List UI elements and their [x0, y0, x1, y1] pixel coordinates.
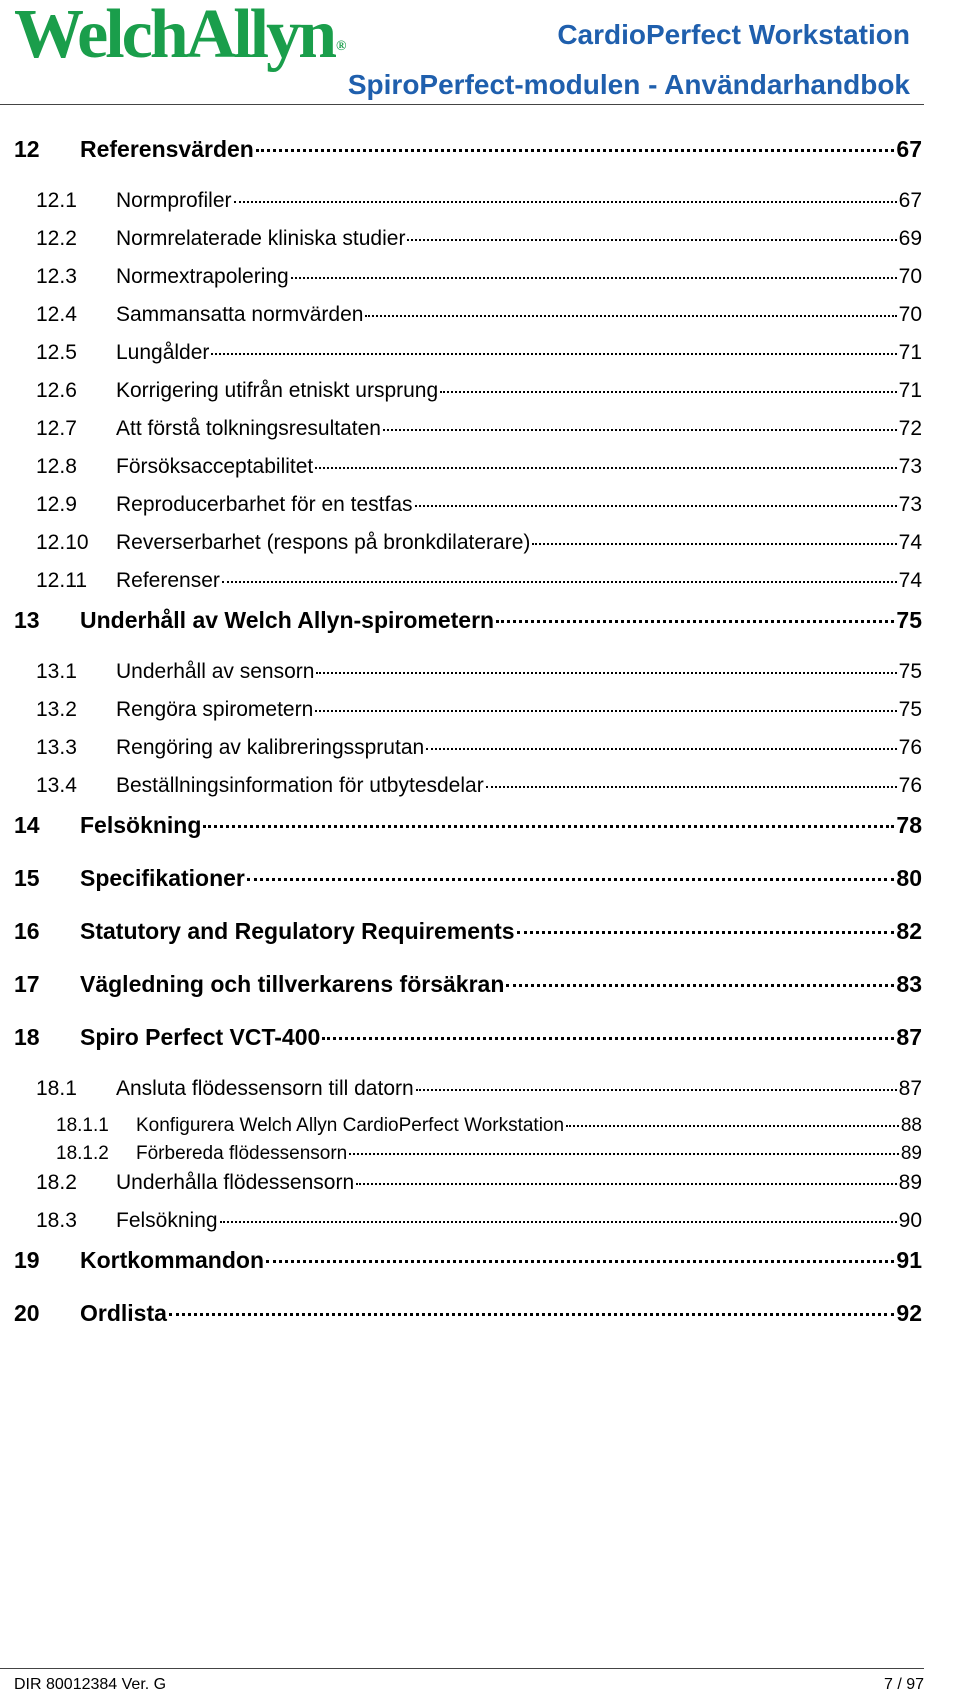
toc-entry-title: Normrelaterade kliniska studier [116, 227, 406, 250]
toc-entry[interactable] [14, 531, 922, 569]
toc-entry-title: Statutory and Regulatory Requirements [80, 918, 515, 944]
toc-entry-number: 20 [14, 1300, 40, 1326]
toc-entry-page: 89 [898, 1171, 922, 1194]
toc-entry[interactable] [14, 379, 922, 417]
toc-entry-number: 13.2 [36, 698, 77, 721]
toc-entry-number: 12.6 [36, 379, 77, 402]
toc-entry[interactable] [14, 607, 922, 660]
toc-entry-number: 18.1.2 [56, 1143, 109, 1164]
toc-entry[interactable] [14, 1247, 922, 1300]
toc-entry-title: Lungålder [116, 341, 210, 364]
toc-dot-leader [383, 429, 897, 431]
toc-entry-page: 73 [898, 493, 922, 516]
toc-entry-page: 71 [898, 379, 922, 402]
toc-entry-number: 12.7 [36, 417, 77, 440]
toc-entry-number: 12.9 [36, 493, 77, 516]
toc-entry[interactable] [14, 227, 922, 265]
toc-entry-page: 80 [896, 865, 922, 891]
toc-entry[interactable] [14, 1171, 922, 1209]
document-title: CardioPerfect Workstation [557, 19, 910, 50]
toc-entry-number: 13 [14, 607, 40, 633]
toc-entry-title: Referenser [116, 569, 220, 592]
toc-dot-leader [517, 931, 895, 934]
toc-entry[interactable] [14, 455, 922, 493]
toc-entry-page: 91 [896, 1247, 922, 1273]
toc-entry-page: 75 [896, 607, 922, 633]
toc-entry-number: 13.4 [36, 774, 77, 797]
toc-entry-page: 75 [898, 698, 922, 721]
toc-dot-leader [566, 1125, 899, 1127]
toc-entry-number: 18.3 [36, 1209, 77, 1232]
welch-allyn-logo: WelchAllyn ® [14, 0, 347, 73]
toc-entry[interactable] [14, 1077, 922, 1115]
toc-entry-page: 75 [898, 660, 922, 683]
toc-entry-page: 73 [898, 455, 922, 478]
toc-entry[interactable] [14, 1300, 922, 1353]
toc-entry-number: 12.10 [36, 531, 89, 554]
toc-entry-page: 71 [898, 341, 922, 364]
toc-dot-leader [532, 543, 896, 545]
toc-dot-leader [440, 391, 896, 393]
toc-entry-page: 87 [898, 1077, 922, 1100]
toc-entry-title: Underhåll av Welch Allyn-spirometern [80, 607, 495, 633]
toc-entry-number: 12.1 [36, 189, 77, 212]
toc-entry-title: Referensvärden [80, 136, 254, 162]
toc-entry-title: Sammansatta normvärden [116, 303, 364, 326]
toc-entry-page: 78 [896, 812, 922, 838]
toc-dot-leader [222, 581, 897, 583]
toc-entry-title: Konfigurera Welch Allyn CardioPerfect Workstation [136, 1115, 565, 1136]
toc-entry-number: 18.1 [36, 1077, 77, 1100]
toc-entry[interactable] [14, 918, 922, 971]
toc-entry-title: Att förstå tolkningsresultaten [116, 417, 381, 440]
document-subtitle: SpiroPerfect-modulen - Användarhandbok [347, 69, 910, 100]
toc-entry-title: Korrigering utifrån etniskt ursprung [116, 379, 439, 402]
toc-entry[interactable] [14, 417, 922, 455]
toc-entry[interactable] [14, 736, 922, 774]
toc-entry[interactable] [14, 1115, 922, 1143]
toc-entry-title: Normextrapolering [116, 265, 289, 288]
toc-dot-leader [247, 878, 895, 881]
toc-dot-leader [365, 315, 896, 317]
toc-entry-page: 74 [898, 531, 922, 554]
toc-entry-title: Beställningsinformation för utbytesdelar [116, 774, 484, 797]
toc-entry-number: 12.2 [36, 227, 77, 250]
toc-entry[interactable] [14, 569, 922, 607]
toc-dot-leader [315, 710, 896, 712]
footer-document-id: DIR 80012384 Ver. G [14, 1676, 167, 1693]
toc-entry-number: 16 [14, 918, 40, 944]
toc-entry[interactable] [14, 341, 922, 379]
toc-entry-title: Spiro Perfect VCT-400 [80, 1024, 321, 1050]
toc-entry[interactable] [14, 136, 922, 189]
toc-dot-leader [496, 620, 894, 623]
toc-entry[interactable] [14, 698, 922, 736]
toc-entry-page: 67 [898, 189, 922, 212]
toc-dot-leader [349, 1153, 899, 1155]
toc-entry[interactable] [14, 774, 922, 812]
toc-dot-leader [211, 353, 896, 355]
toc-entry-page: 83 [896, 971, 922, 997]
toc-dot-leader [220, 1221, 897, 1223]
toc-entry-number: 18 [14, 1024, 40, 1050]
toc-entry-page: 74 [898, 569, 922, 592]
toc-entry-page: 76 [898, 774, 922, 797]
toc-entry-title: Reproducerbarhet för en testfas [116, 493, 413, 516]
toc-entry-title: Rengöra spirometern [116, 698, 314, 721]
toc-entry-number: 12.8 [36, 455, 77, 478]
toc-dot-leader [256, 149, 895, 152]
toc-entry-page: 67 [896, 136, 922, 162]
toc-entry-page: 82 [896, 918, 922, 944]
toc-entry-number: 17 [14, 971, 40, 997]
toc-dot-leader [315, 467, 896, 469]
toc-entry-title: Underhåll av sensorn [116, 660, 315, 683]
toc-entry-title: Försöksacceptabilitet [116, 455, 314, 478]
toc-entry-page: 87 [896, 1024, 922, 1050]
toc-entry-number: 18.1.1 [56, 1115, 109, 1136]
footer-page-number: 7 / 97 [883, 1676, 924, 1693]
toc-entry-number: 12.5 [36, 341, 77, 364]
toc-entry[interactable] [14, 303, 922, 341]
toc-entry-page: 70 [898, 265, 922, 288]
footer-divider [0, 1668, 924, 1669]
toc-entry[interactable] [14, 1209, 922, 1247]
toc-entry-number: 12.3 [36, 265, 77, 288]
toc-entry-number: 14 [14, 812, 40, 838]
toc-entry-title: Reverserbarhet (respons på bronkdilaterare) [116, 531, 531, 554]
toc-entry-number: 19 [14, 1247, 40, 1273]
toc-dot-leader [291, 277, 897, 279]
header-divider [0, 104, 924, 105]
toc-entry[interactable] [14, 189, 922, 227]
toc-dot-leader [234, 201, 897, 203]
toc-entry[interactable] [14, 812, 922, 865]
toc-entry-number: 12.4 [36, 303, 77, 326]
toc-entry[interactable] [14, 1024, 922, 1077]
toc-entry[interactable] [14, 865, 922, 918]
toc-dot-leader [486, 786, 897, 788]
toc-entry-title: Specifikationer [80, 865, 245, 891]
toc-entry-title: Vägledning och tillverkarens försäkran [80, 971, 505, 997]
toc-entry[interactable] [14, 265, 922, 303]
toc-dot-leader [356, 1183, 896, 1185]
toc-entry-number: 12 [14, 136, 40, 162]
toc-entry-page: 76 [898, 736, 922, 759]
toc-entry-number: 18.2 [36, 1171, 77, 1194]
toc-entry-number: 12.11 [36, 569, 87, 592]
toc-entry-title: Ordlista [80, 1300, 167, 1326]
toc-entry[interactable] [14, 1143, 922, 1171]
toc-entry[interactable] [14, 493, 922, 531]
toc-entry-title: Förbereda flödessensorn [136, 1143, 348, 1164]
toc-entry-number: 13.1 [36, 660, 77, 683]
toc-entry[interactable] [14, 660, 922, 698]
toc-dot-leader [322, 1037, 894, 1040]
toc-entry[interactable] [14, 971, 922, 1024]
toc-entry-page: 69 [898, 227, 922, 250]
toc-entry-page: 90 [898, 1209, 922, 1232]
toc-entry-title: Normprofiler [116, 189, 232, 212]
toc-entry-page: 72 [898, 417, 922, 440]
toc-entry-page: 70 [898, 303, 922, 326]
toc-entry-title: Ansluta flödessensorn till datorn [116, 1077, 414, 1100]
table-of-contents [14, 136, 922, 1353]
page-header [0, 0, 960, 106]
toc-dot-leader [266, 1260, 894, 1263]
toc-entry-title: Felsökning [80, 812, 202, 838]
toc-dot-leader [416, 1089, 897, 1091]
toc-entry-title: Underhålla flödessensorn [116, 1171, 355, 1194]
toc-dot-leader [316, 672, 896, 674]
toc-entry-page: 88 [900, 1115, 922, 1136]
toc-entry-title: Kortkommandon [80, 1247, 264, 1273]
toc-dot-leader [426, 748, 896, 750]
toc-entry-page: 92 [896, 1300, 922, 1326]
toc-entry-title: Rengöring av kalibreringssprutan [116, 736, 425, 759]
toc-entry-number: 13.3 [36, 736, 77, 759]
toc-entry-title: Felsökning [116, 1209, 218, 1232]
toc-dot-leader [169, 1313, 894, 1316]
toc-dot-leader [506, 984, 894, 987]
toc-entry-number: 15 [14, 865, 40, 891]
toc-entry-page: 89 [900, 1143, 922, 1164]
toc-dot-leader [407, 239, 896, 241]
toc-dot-leader [203, 825, 894, 828]
toc-dot-leader [415, 505, 897, 507]
